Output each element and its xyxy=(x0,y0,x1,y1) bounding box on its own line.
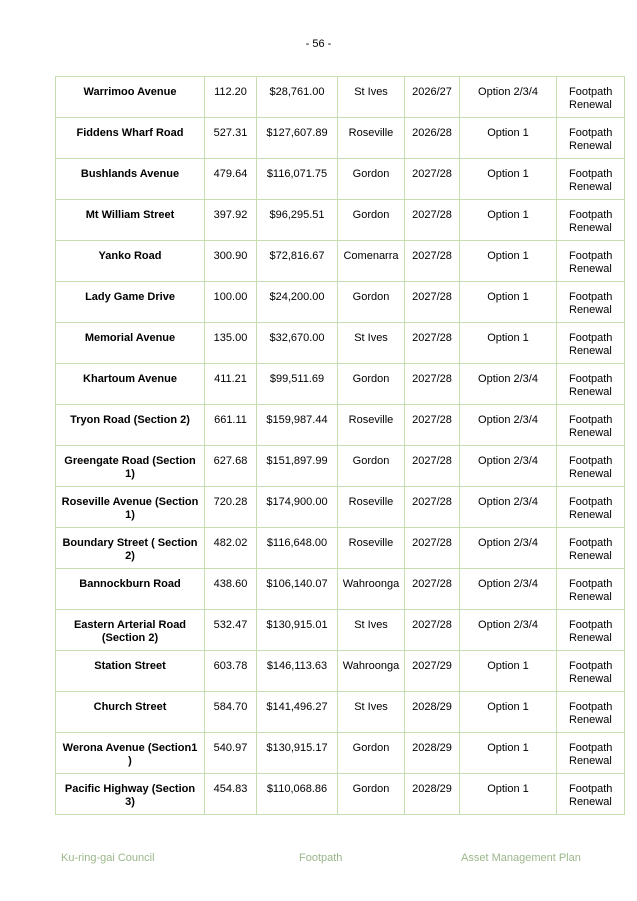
suburb-cell: Roseville xyxy=(338,487,405,528)
suburb-cell: Roseville xyxy=(338,405,405,446)
work-type-cell: Footpath Renewal xyxy=(557,446,625,487)
cost-cell: $106,140.07 xyxy=(257,569,338,610)
cost-cell: $110,068.86 xyxy=(257,774,338,815)
suburb-cell: Gordon xyxy=(338,733,405,774)
length-cell: 627.68 xyxy=(205,446,257,487)
footer-document-title: Asset Management Plan xyxy=(461,852,581,864)
cost-cell: $130,915.01 xyxy=(257,610,338,651)
suburb-cell: Gordon xyxy=(338,774,405,815)
cost-cell: $127,607.89 xyxy=(257,118,338,159)
table-row xyxy=(56,241,625,282)
road-name-cell: Yanko Road xyxy=(56,241,205,282)
length-cell: 479.64 xyxy=(205,159,257,200)
suburb-cell: Wahroonga xyxy=(338,651,405,692)
option-cell: Option 1 xyxy=(460,282,557,323)
year-cell: 2027/28 xyxy=(405,569,460,610)
table-row xyxy=(56,733,625,774)
length-cell: 603.78 xyxy=(205,651,257,692)
length-cell: 454.83 xyxy=(205,774,257,815)
cost-cell: $28,761.00 xyxy=(257,77,338,118)
year-cell: 2027/28 xyxy=(405,610,460,651)
year-cell: 2028/29 xyxy=(405,774,460,815)
year-cell: 2027/28 xyxy=(405,200,460,241)
year-cell: 2027/28 xyxy=(405,405,460,446)
road-name-cell: Eastern Arterial Road (Section 2) xyxy=(56,610,205,651)
work-type-cell: Footpath Renewal xyxy=(557,774,625,815)
table-row xyxy=(56,569,625,610)
table-row xyxy=(56,610,625,651)
work-type-cell: Footpath Renewal xyxy=(557,364,625,405)
table-row xyxy=(56,651,625,692)
road-name-cell: Werona Avenue (Section1 ) xyxy=(56,733,205,774)
length-cell: 300.90 xyxy=(205,241,257,282)
road-name-cell: Greengate Road (Section 1) xyxy=(56,446,205,487)
road-name-cell: Memorial Avenue xyxy=(56,323,205,364)
suburb-cell: St Ives xyxy=(338,77,405,118)
road-name-cell: Mt William Street xyxy=(56,200,205,241)
work-type-cell: Footpath Renewal xyxy=(557,405,625,446)
suburb-cell: Gordon xyxy=(338,446,405,487)
work-type-cell: Footpath Renewal xyxy=(557,118,625,159)
cost-cell: $116,071.75 xyxy=(257,159,338,200)
length-cell: 584.70 xyxy=(205,692,257,733)
work-type-cell: Footpath Renewal xyxy=(557,159,625,200)
road-name-cell: Bannockburn Road xyxy=(56,569,205,610)
cost-cell: $116,648.00 xyxy=(257,528,338,569)
suburb-cell: St Ives xyxy=(338,610,405,651)
year-cell: 2027/29 xyxy=(405,651,460,692)
work-type-cell: Footpath Renewal xyxy=(557,692,625,733)
table-row xyxy=(56,487,625,528)
road-name-cell: Khartoum Avenue xyxy=(56,364,205,405)
table-row xyxy=(56,528,625,569)
road-name-cell: Warrimoo Avenue xyxy=(56,77,205,118)
suburb-cell: Gordon xyxy=(338,364,405,405)
footer-organisation: Ku-ring-gai Council xyxy=(61,852,155,864)
suburb-cell: Comenarra xyxy=(338,241,405,282)
year-cell: 2027/28 xyxy=(405,323,460,364)
year-cell: 2028/29 xyxy=(405,733,460,774)
length-cell: 482.02 xyxy=(205,528,257,569)
year-cell: 2027/28 xyxy=(405,159,460,200)
cost-cell: $24,200.00 xyxy=(257,282,338,323)
option-cell: Option 1 xyxy=(460,200,557,241)
cost-cell: $96,295.51 xyxy=(257,200,338,241)
option-cell: Option 1 xyxy=(460,118,557,159)
work-type-cell: Footpath Renewal xyxy=(557,241,625,282)
suburb-cell: Roseville xyxy=(338,118,405,159)
option-cell: Option 2/3/4 xyxy=(460,569,557,610)
length-cell: 540.97 xyxy=(205,733,257,774)
road-name-cell: Lady Game Drive xyxy=(56,282,205,323)
option-cell: Option 2/3/4 xyxy=(460,610,557,651)
table-row xyxy=(56,774,625,815)
cost-cell: $130,915.17 xyxy=(257,733,338,774)
road-name-cell: Fiddens Wharf Road xyxy=(56,118,205,159)
option-cell: Option 2/3/4 xyxy=(460,446,557,487)
table-body xyxy=(56,77,625,815)
year-cell: 2028/29 xyxy=(405,692,460,733)
year-cell: 2027/28 xyxy=(405,487,460,528)
table-row xyxy=(56,282,625,323)
road-name-cell: Boundary Street ( Section 2) xyxy=(56,528,205,569)
option-cell: Option 2/3/4 xyxy=(460,528,557,569)
length-cell: 100.00 xyxy=(205,282,257,323)
road-name-cell: Bushlands Avenue xyxy=(56,159,205,200)
footer-section: Footpath xyxy=(299,852,343,864)
footpath-works-table xyxy=(55,76,625,815)
year-cell: 2027/28 xyxy=(405,446,460,487)
option-cell: Option 1 xyxy=(460,323,557,364)
road-name-cell: Roseville Avenue (Section 1) xyxy=(56,487,205,528)
option-cell: Option 1 xyxy=(460,692,557,733)
table-row xyxy=(56,118,625,159)
year-cell: 2026/27 xyxy=(405,77,460,118)
option-cell: Option 2/3/4 xyxy=(460,487,557,528)
work-type-cell: Footpath Renewal xyxy=(557,528,625,569)
length-cell: 720.28 xyxy=(205,487,257,528)
work-type-cell: Footpath Renewal xyxy=(557,323,625,364)
work-type-cell: Footpath Renewal xyxy=(557,569,625,610)
length-cell: 135.00 xyxy=(205,323,257,364)
work-type-cell: Footpath Renewal xyxy=(557,651,625,692)
cost-cell: $174,900.00 xyxy=(257,487,338,528)
cost-cell: $146,113.63 xyxy=(257,651,338,692)
page-number: - 56 - xyxy=(305,38,332,50)
work-type-cell: Footpath Renewal xyxy=(557,733,625,774)
option-cell: Option 1 xyxy=(460,159,557,200)
length-cell: 438.60 xyxy=(205,569,257,610)
cost-cell: $151,897.99 xyxy=(257,446,338,487)
suburb-cell: Wahroonga xyxy=(338,569,405,610)
option-cell: Option 1 xyxy=(460,733,557,774)
table-row xyxy=(56,159,625,200)
option-cell: Option 2/3/4 xyxy=(460,77,557,118)
length-cell: 112.20 xyxy=(205,77,257,118)
work-type-cell: Footpath Renewal xyxy=(557,282,625,323)
suburb-cell: Gordon xyxy=(338,159,405,200)
option-cell: Option 1 xyxy=(460,774,557,815)
option-cell: Option 2/3/4 xyxy=(460,364,557,405)
table-row xyxy=(56,323,625,364)
length-cell: 661.11 xyxy=(205,405,257,446)
table-row xyxy=(56,200,625,241)
work-type-cell: Footpath Renewal xyxy=(557,77,625,118)
road-name-cell: Tryon Road (Section 2) xyxy=(56,405,205,446)
length-cell: 532.47 xyxy=(205,610,257,651)
work-type-cell: Footpath Renewal xyxy=(557,487,625,528)
cost-cell: $141,496.27 xyxy=(257,692,338,733)
suburb-cell: St Ives xyxy=(338,323,405,364)
year-cell: 2026/28 xyxy=(405,118,460,159)
cost-cell: $99,511.69 xyxy=(257,364,338,405)
table-row xyxy=(56,77,625,118)
length-cell: 527.31 xyxy=(205,118,257,159)
table-row xyxy=(56,692,625,733)
suburb-cell: Gordon xyxy=(338,282,405,323)
table-row xyxy=(56,405,625,446)
work-type-cell: Footpath Renewal xyxy=(557,200,625,241)
option-cell: Option 1 xyxy=(460,241,557,282)
suburb-cell: Roseville xyxy=(338,528,405,569)
year-cell: 2027/28 xyxy=(405,364,460,405)
option-cell: Option 2/3/4 xyxy=(460,405,557,446)
year-cell: 2027/28 xyxy=(405,282,460,323)
road-name-cell: Church Street xyxy=(56,692,205,733)
work-type-cell: Footpath Renewal xyxy=(557,610,625,651)
suburb-cell: St Ives xyxy=(338,692,405,733)
length-cell: 411.21 xyxy=(205,364,257,405)
option-cell: Option 1 xyxy=(460,651,557,692)
year-cell: 2027/28 xyxy=(405,528,460,569)
cost-cell: $72,816.67 xyxy=(257,241,338,282)
cost-cell: $32,670.00 xyxy=(257,323,338,364)
table-row xyxy=(56,446,625,487)
table-row xyxy=(56,364,625,405)
road-name-cell: Pacific Highway (Section 3) xyxy=(56,774,205,815)
road-name-cell: Station Street xyxy=(56,651,205,692)
length-cell: 397.92 xyxy=(205,200,257,241)
suburb-cell: Gordon xyxy=(338,200,405,241)
year-cell: 2027/28 xyxy=(405,241,460,282)
cost-cell: $159,987.44 xyxy=(257,405,338,446)
